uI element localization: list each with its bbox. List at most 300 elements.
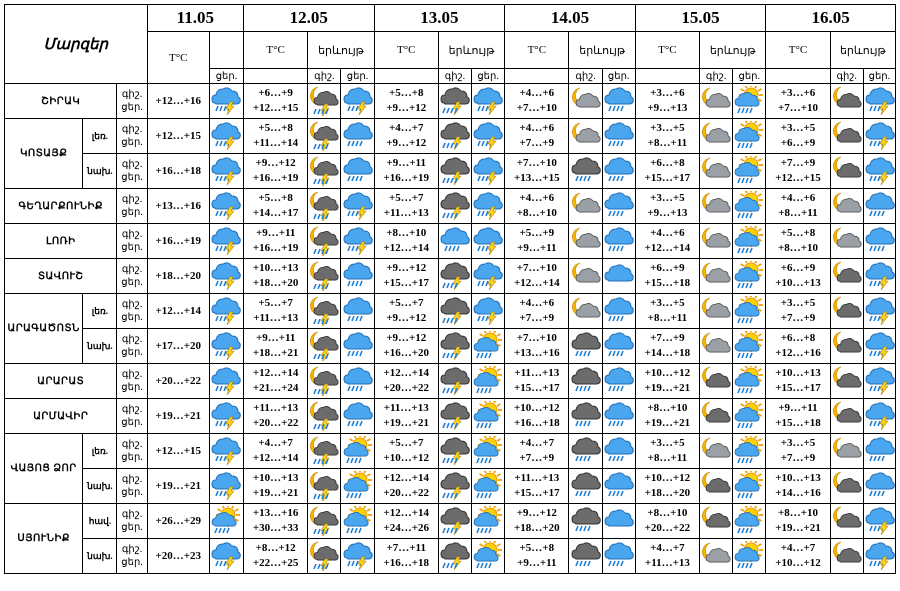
night-day-label [117,119,147,154]
day-temperature: +12…+15 [147,434,209,469]
night-temperature: +11…+13 [253,402,299,414]
moon-dark-cloud-icon [700,401,732,431]
weather-header: երևույթ [569,32,635,69]
cloud-rain-lightning-icon [472,296,504,326]
day-temperature: +13…+16 [514,347,560,359]
night-weather-cell [569,399,602,434]
night-temperature: +4…+6 [519,192,555,204]
night-day-label [117,504,147,539]
day-weather-cell [602,539,635,574]
region-name: ԿՈՏԱՅՔ [5,119,83,189]
temperature-range [766,539,830,574]
table-row [5,539,896,574]
night-temperature: +5…+7 [388,297,424,309]
night-weather-cell [438,84,471,119]
night-weather-cell [830,399,863,434]
day-weather-cell [733,364,766,399]
day-temperature: +7…+9 [519,137,555,149]
cloud-rain-icon [603,471,635,501]
temperature-range [505,469,569,504]
moon-cloud-rain-lightning-icon [308,296,340,326]
cloud-rain-icon [864,226,895,256]
night-temperature: +5…+8 [780,227,816,239]
day-weather-cell [602,504,635,539]
day-weather-cell [733,539,766,574]
temp-header: T°C [635,32,699,69]
temperature-range [244,329,308,364]
day-label: ցեր. [121,102,143,113]
night-header: գիշ. [569,69,602,84]
night-label: գիշ. [121,439,143,450]
night-temperature: +4…+6 [519,122,555,134]
temperature-range [244,364,308,399]
day-temperature: +7…+9 [519,312,555,324]
day-temperature: +6…+9 [780,137,816,149]
temperature-range [505,329,569,364]
night-label: գիշ. [121,229,143,240]
day-temperature: +19…+21 [147,399,209,434]
day-weather-cell [602,224,635,259]
temperature-range [766,469,830,504]
weather-header: երևույթ [830,32,895,69]
day-weather-cell [472,399,505,434]
day-weather-cell [602,84,635,119]
cloud-rain-icon [341,366,373,396]
day-temperature: +10…+12 [383,452,429,464]
night-temperature: +6…+8 [650,157,685,169]
temperature-range [766,119,830,154]
moon-cloud-icon [569,191,601,221]
temperature-range [505,294,569,329]
moon-cloud-rain-lightning-icon [308,86,340,116]
night-weather-cell [830,224,863,259]
temperature-range [635,469,699,504]
sun-cloud-rain-icon [341,506,373,536]
cloud-rain-icon [603,541,635,571]
temp-header: T°C [244,32,308,69]
sun-cloud-rain-icon [472,541,504,571]
sun-cloud-rain-icon [472,506,504,536]
cloud-lightning-icon [439,331,471,361]
cloud-rain-icon [603,121,635,151]
night-temperature: +4…+7 [388,122,424,134]
moon-cloud-icon [831,226,863,256]
temperature-range [766,154,830,189]
day-temperature: +7…+10 [516,102,557,114]
night-temperature: +9…+11 [386,157,426,169]
table-row [5,189,896,224]
cloud-rain-icon [341,401,373,431]
night-temperature: +12…+14 [383,472,429,484]
day-temperature: +16…+20 [383,347,429,359]
sun-cloud-rain-icon [341,436,373,466]
day-header: ցեր. [341,69,374,84]
day-temperature: +7…+10 [777,102,818,114]
sun-cloud-rain-icon [733,331,765,361]
temperature-range [505,119,569,154]
temperature-range [766,434,830,469]
night-weather-cell [438,469,471,504]
temperature-range [374,84,438,119]
moon-dark-cloud-icon [700,471,732,501]
day-header: ցեր. [472,69,505,84]
region-name: ԼՈՌԻ [5,224,117,259]
cloud-rain-lightning-icon [210,121,243,151]
day-weather-cell [863,504,895,539]
day-temperature: +15…+17 [644,172,691,184]
night-day-label [117,469,147,504]
day-header: ցեր. [733,69,766,84]
day-weather-cell [863,119,895,154]
day-temperature: +12…+14 [644,242,691,254]
day-weather-cell [863,259,895,294]
night-temperature: +8…+10 [777,507,818,519]
night-weather-cell [700,294,733,329]
day-weather-cell [602,399,635,434]
temperature-range [635,224,699,259]
moon-dark-cloud-icon [831,261,863,291]
night-label: գիշ. [121,124,143,135]
night-temperature: +11…+13 [514,367,560,379]
moon-cloud-icon [700,121,732,151]
weather-icon-cell [209,224,243,259]
day-temperature: +20…+22 [383,487,429,499]
night-weather-cell [700,504,733,539]
sun-cloud-rain-icon [341,471,373,501]
night-weather-cell [569,84,602,119]
night-temperature: +10…+13 [252,262,299,274]
day-weather-cell [341,224,374,259]
night-weather-cell [308,539,341,574]
cloud-rain-icon [341,156,373,186]
date-header: 12.05 [244,5,375,32]
cloud-rain-icon [603,401,635,431]
day-temperature: +21…+24 [252,382,299,394]
sun-cloud-rain-icon [472,331,504,361]
night-temperature: +9…+12 [516,507,557,519]
cloud-rain-lightning-icon [472,156,504,186]
day-weather-cell [472,364,505,399]
temperature-range [244,504,308,539]
temperature-range [505,154,569,189]
night-temperature: +4…+6 [650,227,685,239]
cloud-rain-lightning-icon [864,401,895,431]
day-weather-cell [472,434,505,469]
day-weather-cell [472,224,505,259]
day-temperature: +7…+9 [780,452,816,464]
temperature-range [244,434,308,469]
subregion-label: նախ. [83,469,117,504]
moon-dark-cloud-icon [831,296,863,326]
table-row [5,364,896,399]
day-temperature: +8…+11 [647,312,688,324]
day-temperature: +16…+18 [383,557,429,569]
night-weather-cell [308,504,341,539]
night-weather-cell [308,294,341,329]
night-label: գիշ. [121,264,143,275]
cloud-rain-lightning-icon [864,86,895,116]
cloud-rain-lightning-icon [864,331,895,361]
cloud-rain-lightning-icon [210,226,243,256]
dark-cloud-rain-icon [569,156,601,186]
cloud-rain-lightning-icon [210,331,243,361]
night-temperature: +7…+10 [516,332,557,344]
night-temperature: +7…+9 [650,332,685,344]
night-weather-cell [700,259,733,294]
day-label: ցեր. [121,487,143,498]
day-temperature: +19…+21 [147,469,209,504]
table-row [5,329,896,364]
cloud-rain-lightning-icon [341,541,373,571]
subregion-label: լեռ. [83,434,117,469]
day-label: ցեր. [121,207,143,218]
day-temperature: +8…+10 [777,242,818,254]
temperature-range [766,364,830,399]
night-temperature: +7…+10 [516,157,557,169]
moon-cloud-icon [569,86,601,116]
moon-cloud-icon [700,541,732,571]
day-label: ցեր. [121,557,143,568]
sun-cloud-rain-icon [472,366,504,396]
night-day-label [117,294,147,329]
cloud-rain-icon [603,156,635,186]
night-temperature: +7…+10 [516,262,557,274]
sun-cloud-rain-icon [733,226,765,256]
temperature-range [505,259,569,294]
night-temperature: +9…+12 [255,157,296,169]
subregion-label: նախ. [83,329,117,364]
cloud-icon [603,506,635,536]
cloud-rain-lightning-icon [210,156,243,186]
day-temperature: +24…+26 [383,522,429,534]
weather-icon-cell [209,539,243,574]
night-weather-cell [830,364,863,399]
cloud-rain-lightning-icon [472,191,504,221]
day-weather-cell [341,399,374,434]
temperature-range [766,329,830,364]
weather-icon-cell [209,434,243,469]
day-temperature: +30…+33 [252,522,299,534]
temp-header: T°C [147,32,209,84]
night-day-label [117,189,147,224]
temperature-range [766,399,830,434]
temperature-range [505,434,569,469]
sun-cloud-rain-icon [733,506,765,536]
weather-icon-cell [209,119,243,154]
night-weather-cell [569,154,602,189]
night-temperature: +4…+7 [780,542,816,554]
cloud-rain-lightning-icon [210,401,243,431]
cloud-rain-icon [603,226,635,256]
temperature-range [374,399,438,434]
day-temperature: +9…+12 [386,102,427,114]
temperature-range [635,399,699,434]
cloud-rain-lightning-icon [472,261,504,291]
sun-cloud-rain-icon [472,471,504,501]
sun-cloud-rain-icon [210,506,243,536]
moon-cloud-rain-lightning-icon [308,541,340,571]
cloud-rain-lightning-icon [472,121,504,151]
moon-dark-cloud-icon [831,86,863,116]
temperature-range [374,294,438,329]
day-label: ցեր. [121,277,143,288]
weather-icon-cell [209,364,243,399]
night-label: գիշ. [121,159,143,170]
cloud-rain-lightning-icon [210,191,243,221]
temperature-range [244,294,308,329]
dark-cloud-rain-icon [569,331,601,361]
night-weather-cell [569,364,602,399]
day-weather-cell [863,154,895,189]
cloud-rain-lightning-icon [341,191,373,221]
night-label: գիշ. [121,509,143,520]
date-header: 11.05 [147,5,243,32]
night-weather-cell [438,224,471,259]
temperature-range [244,189,308,224]
cloud-rain-lightning-icon [864,156,895,186]
day-weather-cell [733,224,766,259]
weather-forecast-table [4,4,896,574]
day-temperature: +19…+21 [383,417,429,429]
cloud-lightning-icon [439,156,471,186]
day-temperature: +20…+23 [147,539,209,574]
temperature-range [505,504,569,539]
night-label: գիշ. [121,544,143,555]
sun-cloud-rain-icon [733,191,765,221]
moon-cloud-rain-lightning-icon [308,401,340,431]
day-temperature: +14…+18 [644,347,691,359]
day-temperature: +13…+15 [514,172,560,184]
weather-icon-cell [209,189,243,224]
weather-icon-cell [209,504,243,539]
night-temperature: +4…+6 [519,297,555,309]
night-weather-cell [438,364,471,399]
night-weather-cell [569,539,602,574]
day-temperature: +9…+12 [386,312,427,324]
temperature-range [244,399,308,434]
sun-cloud-rain-icon [733,121,765,151]
day-label: ցեր. [121,312,143,323]
temperature-range [635,364,699,399]
night-weather-cell [830,189,863,224]
night-temperature: +5…+8 [258,122,293,134]
weather-icon-cell [209,259,243,294]
weather-icon-cell [209,294,243,329]
temperature-range [505,224,569,259]
day-temperature: +7…+9 [519,452,555,464]
weather-icon-cell [209,469,243,504]
dark-cloud-rain-icon [569,471,601,501]
cloud-rain-icon [341,296,373,326]
sun-cloud-rain-icon [733,401,765,431]
night-temperature: +3…+5 [650,192,685,204]
cloud-rain-icon [864,436,895,466]
night-label: գիշ. [121,334,143,345]
day-temperature: +18…+21 [252,347,299,359]
night-weather-cell [438,539,471,574]
date-header: 13.05 [374,5,505,32]
day-weather-cell [472,539,505,574]
region-name: ՎԱՅՈՑ ՁՈՐ [5,434,83,504]
night-temperature: +5…+7 [258,297,293,309]
day-temperature: +12…+14 [514,277,560,289]
night-temperature: +13…+16 [252,507,299,519]
table-row [5,469,896,504]
day-temperature: +9…+11 [517,557,557,569]
day-weather-cell [472,294,505,329]
day-label: ցեր. [121,137,143,148]
night-day-label [117,329,147,364]
temperature-range [374,469,438,504]
night-weather-cell [700,224,733,259]
night-weather-cell [438,119,471,154]
day-weather-cell [472,329,505,364]
region-name: ՏԱՎՈՒՇ [5,259,117,294]
night-temperature: +4…+7 [519,437,555,449]
cloud-rain-lightning-icon [341,86,373,116]
moon-cloud-icon [569,121,601,151]
temperature-range [635,189,699,224]
day-temperature: +15…+18 [775,417,821,429]
day-weather-cell [341,154,374,189]
night-weather-cell [438,434,471,469]
night-weather-cell [569,329,602,364]
day-weather-cell [602,329,635,364]
night-header: գիշ. [830,69,863,84]
night-weather-cell [308,119,341,154]
day-weather-cell [733,84,766,119]
cloud-rain-icon [603,436,635,466]
day-weather-cell [863,84,895,119]
night-weather-cell [438,154,471,189]
table-row [5,154,896,189]
temperature-range [635,119,699,154]
night-temperature: +5…+8 [258,192,293,204]
night-weather-cell [830,504,863,539]
day-weather-cell [602,434,635,469]
day-temperature: +11…+14 [253,137,299,149]
day-label: ցեր. [121,452,143,463]
night-weather-cell [569,294,602,329]
cloud-rain-lightning-icon [472,86,504,116]
night-temperature: +5…+9 [519,227,555,239]
day-weather-cell [602,154,635,189]
night-temperature: +12…+14 [383,507,429,519]
night-weather-cell [569,434,602,469]
night-weather-cell [569,224,602,259]
temp-header-blank [766,69,830,84]
night-weather-cell [569,259,602,294]
cloud-rain-lightning-icon [864,121,895,151]
night-temperature: +10…+12 [644,472,691,484]
night-weather-cell [308,189,341,224]
temperature-range [505,84,569,119]
day-temperature: +16…+19 [252,242,299,254]
night-weather-cell [438,294,471,329]
sun-cloud-rain-icon [733,471,765,501]
night-temperature: +4…+6 [519,87,555,99]
moon-cloud-rain-lightning-icon [308,121,340,151]
region-name: ԱՐԱՐԱՏ [5,364,117,399]
night-weather-cell [308,224,341,259]
moon-dark-cloud-icon [831,331,863,361]
cloud-rain-lightning-icon [864,541,895,571]
night-weather-cell [830,84,863,119]
night-weather-cell [700,399,733,434]
day-temperature: +15…+18 [644,277,691,289]
temperature-range [766,294,830,329]
night-temperature: +9…+11 [255,332,296,344]
